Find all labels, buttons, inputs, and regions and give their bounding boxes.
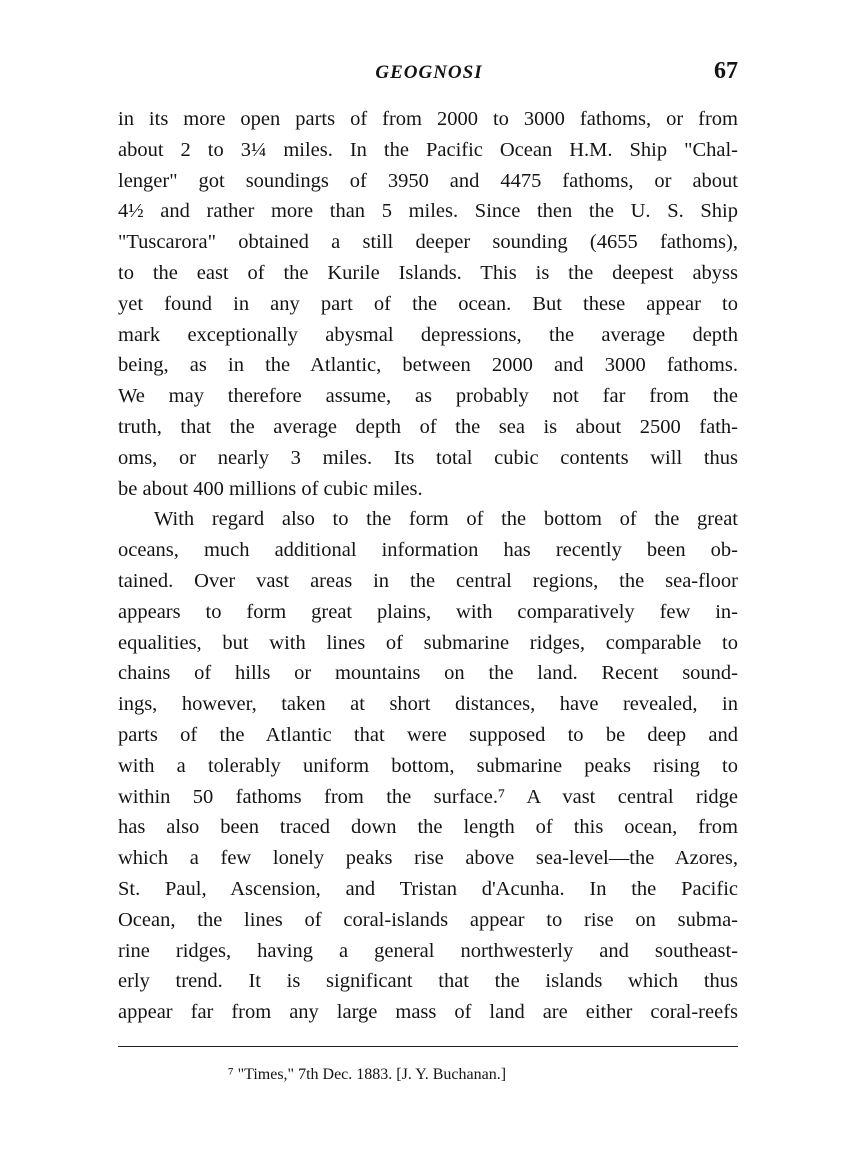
text-line: which a few lonely peaks rise above sea-level—the Azores, [118, 847, 738, 870]
text-line: Ocean, the lines of coral-islands appear to rise on subma- [118, 908, 738, 931]
text-line: about 2 to 3¼ miles. In the Pacific Ocean H.M. Ship "Chal- [118, 138, 738, 161]
text-line: tained. Over vast areas in the central regions, the sea-floor [118, 569, 738, 592]
text-line: erly trend. It is significant that the islands which thus [118, 970, 738, 993]
footnote-divider [118, 1046, 738, 1047]
text-line: oceans, much additional information has recently been ob- [118, 539, 738, 562]
text-line: mark exceptionally abysmal depressions, the average depth [118, 323, 738, 346]
footnote: ⁷ "Times," 7th Dec. 1883. [J. Y. Buchanan.] [228, 1066, 507, 1083]
text-line: within 50 fathoms from the surface.⁷ A vast central ridge [118, 785, 738, 808]
page-number: 67 [714, 58, 738, 84]
running-title: GEOGNOSI [375, 62, 483, 83]
text-line: parts of the Atlantic that were supposed to be deep and [118, 723, 738, 746]
paragraph-end-line: be about 400 millions of cubic miles. [118, 477, 423, 500]
text-line: to the east of the Kurile Islands. This is the deepest abyss [118, 261, 738, 284]
text-line: truth, that the average depth of the sea is about 2500 fath- [118, 415, 738, 438]
text-line: chains of hills or mountains on the land. Recent sound- [118, 662, 738, 685]
text-line: We may therefore assume, as probably not far from the [118, 385, 738, 408]
text-line: has also been traced down the length of this ocean, from [118, 816, 738, 839]
text-line: appears to form great plains, with comparatively few in- [118, 600, 738, 623]
text-line: rine ridges, having a general northwesterly and southeast- [118, 939, 738, 962]
text-line: oms, or nearly 3 miles. Its total cubic contents will thus [118, 446, 738, 469]
paragraph-start-line: With regard also to the form of the bottom of the great [154, 508, 738, 531]
text-line: being, as in the Atlantic, between 2000 and 3000 fathoms. [118, 354, 738, 377]
text-line: equalities, but with lines of submarine ridges, comparable to [118, 631, 738, 654]
text-line: appear far from any large mass of land are either coral-reefs [118, 1001, 738, 1024]
body-text [118, 104, 738, 1028]
text-line: "Tuscarora" obtained a still deeper sounding (4655 fathoms), [118, 231, 738, 254]
text-line: lenger" got soundings of 3950 and 4475 fathoms, or about [118, 169, 738, 192]
text-line: 4½ and rather more than 5 miles. Since then the U. S. Ship [118, 200, 738, 223]
text-line: yet found in any part of the ocean. But these appear to [118, 292, 738, 315]
page-header [118, 58, 740, 88]
text-line: with a tolerably uniform bottom, submarine peaks rising to [118, 754, 738, 777]
text-line: ings, however, taken at short distances, have revealed, in [118, 693, 738, 716]
text-line: in its more open parts of from 2000 to 3000 fathoms, or from [118, 108, 738, 130]
text-line: St. Paul, Ascension, and Tristan d'Acunha. In the Pacific [118, 877, 738, 900]
